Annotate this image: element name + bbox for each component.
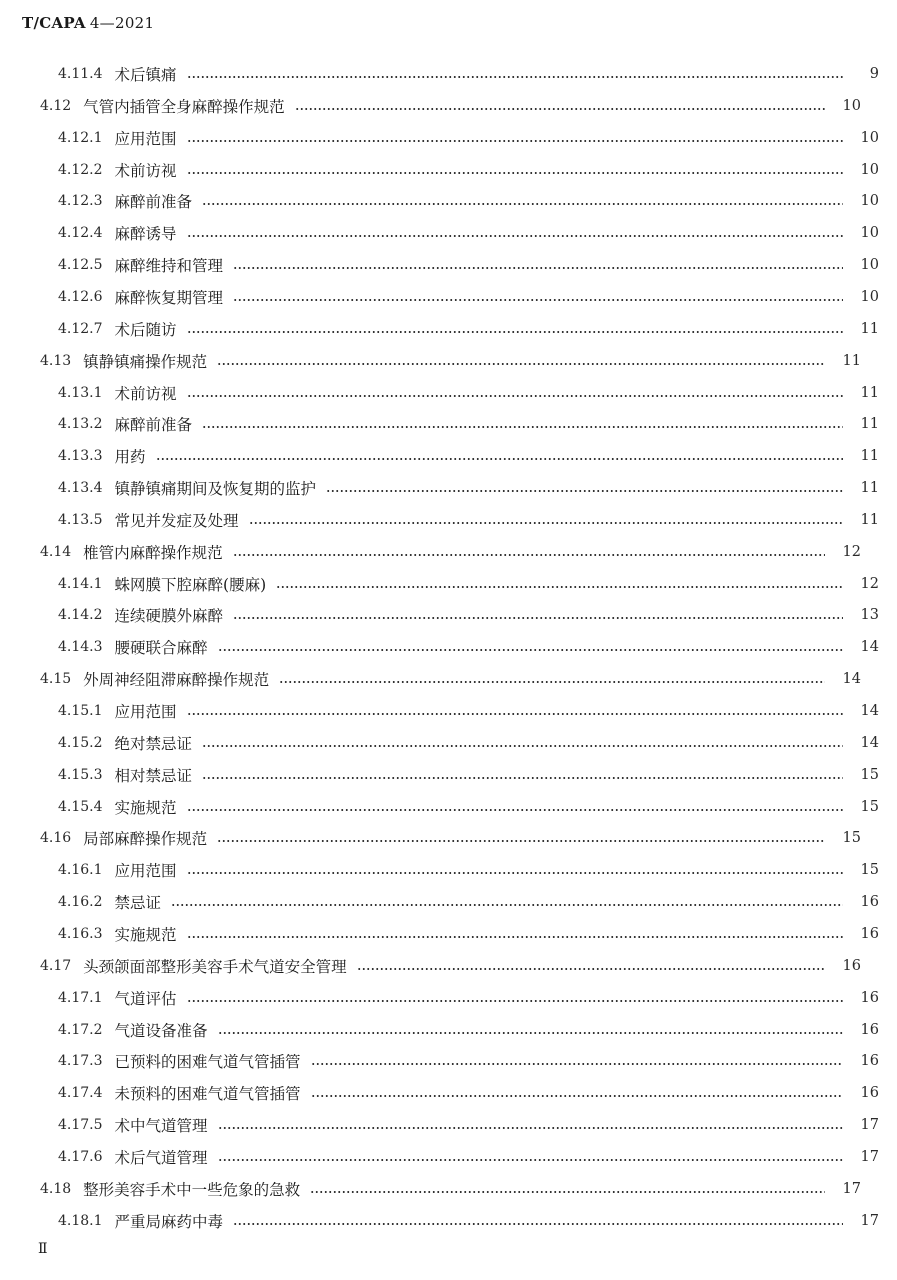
toc-dot-leader — [202, 768, 843, 782]
toc-entry-heading — [58, 1210, 223, 1232]
toc-dot-leader — [187, 927, 843, 941]
toc-entry-heading — [40, 95, 285, 117]
toc-section-title: 麻醉前准备 — [114, 416, 193, 435]
toc-section-title: 局部麻醉操作规范 — [83, 830, 208, 849]
toc-section-title: 镇静镇痛操作规范 — [83, 352, 208, 371]
toc-section-title: 术后镇痛 — [114, 66, 177, 84]
toc-entry[interactable] — [0, 1173, 879, 1205]
toc-entry-heading — [58, 382, 177, 404]
toc-section-title: 连续硬膜外麻醉 — [114, 607, 224, 626]
toc-page-number: 14 — [860, 703, 879, 719]
toc-section-title: 气道评估 — [114, 989, 177, 1008]
toc-section-title: 应用范围 — [114, 862, 177, 881]
toc-page-number: 11 — [842, 352, 861, 369]
toc-section-title: 已预料的困难气道气管插管 — [114, 1053, 301, 1072]
toc-entry-heading — [58, 764, 192, 786]
toc-section-number: 4.13.1 — [58, 384, 103, 401]
toc-entry[interactable] — [0, 122, 897, 154]
toc-page-number: 9 — [869, 66, 879, 82]
toc-section-number: 4.16.2 — [58, 894, 103, 911]
toc-entry[interactable] — [0, 440, 897, 472]
toc-page-number: 12 — [860, 575, 879, 592]
toc-section-number: 4.14.1 — [58, 575, 103, 592]
toc-section-number: 4.15.4 — [58, 798, 103, 815]
toc-section-title: 气管内插管全身麻醉操作规范 — [83, 97, 285, 116]
toc-entry-heading — [58, 413, 192, 435]
toc-dot-leader — [218, 1023, 843, 1037]
toc-section-number: 4.17.3 — [58, 1053, 103, 1070]
toc-section-title: 相对禁忌证 — [114, 766, 193, 785]
toc-entry[interactable] — [0, 345, 879, 377]
toc-entry-heading — [40, 668, 269, 690]
toc-page-number: 16 — [842, 957, 861, 974]
toc-entry-heading — [40, 350, 207, 372]
toc-dot-leader — [218, 640, 843, 654]
toc-entry[interactable] — [0, 759, 897, 791]
toc-entry[interactable] — [0, 536, 879, 568]
toc-page-number: 11 — [860, 448, 879, 465]
toc-page-number: 11 — [860, 320, 879, 337]
toc-page-number: 17 — [860, 1117, 879, 1134]
toc-section-number: 4.13 — [40, 352, 72, 369]
toc-section-number: 4.13.5 — [58, 511, 103, 528]
toc-entry-heading — [58, 509, 239, 531]
toc-section-title: 外周神经阻滞麻醉操作规范 — [83, 671, 270, 690]
toc-section-number: 4.13.3 — [58, 448, 103, 465]
toc-page-number: 15 — [860, 798, 879, 815]
toc-entry-heading — [58, 1050, 301, 1072]
toc-section-number: 4.17 — [40, 957, 72, 974]
toc-section-number: 4.11.4 — [58, 66, 103, 82]
toc-entry[interactable] — [0, 791, 897, 823]
toc-dot-leader — [311, 1086, 843, 1100]
toc-entry-heading — [58, 222, 177, 244]
toc-dot-leader — [295, 99, 825, 113]
toc-page-number: 10 — [860, 161, 879, 178]
toc-dot-leader — [357, 959, 825, 973]
toc-section-number: 4.15.1 — [58, 703, 103, 719]
toc-dot-leader — [202, 417, 843, 431]
toc-dot-leader — [187, 800, 843, 814]
toc-page-number: 16 — [860, 1053, 879, 1070]
toc-page-number: 11 — [860, 384, 879, 401]
toc-entry-heading — [40, 955, 347, 977]
toc-page-number: 14 — [860, 734, 879, 751]
toc-entry[interactable] — [0, 313, 897, 345]
toc-entry[interactable] — [0, 217, 897, 249]
toc-entry[interactable] — [0, 695, 897, 727]
toc-page-number: 15 — [860, 766, 879, 783]
toc-page-number: 13 — [860, 607, 879, 624]
toc-section-number: 4.17.1 — [58, 989, 103, 1006]
toc-dot-leader — [202, 194, 843, 208]
toc-page-number: 11 — [860, 416, 879, 433]
toc-section-title: 气道设备准备 — [114, 1021, 208, 1040]
toc-entry[interactable] — [0, 1205, 897, 1237]
toc-section-title: 腰硬联合麻醉 — [114, 639, 208, 658]
toc-section-title: 应用范围 — [114, 129, 177, 148]
toc-dot-leader — [233, 258, 843, 272]
toc-section-title: 麻醉诱导 — [114, 225, 177, 244]
toc-page-number: 12 — [842, 543, 861, 560]
toc-section-number: 4.15.3 — [58, 766, 103, 783]
toc-page-number: 17 — [842, 1180, 861, 1197]
toc-section-title: 实施规范 — [114, 925, 177, 944]
toc-section-number: 4.18 — [40, 1180, 72, 1197]
toc-section-title: 实施规范 — [114, 798, 177, 817]
toc-entry-heading — [58, 159, 177, 181]
toc-dot-leader — [249, 513, 843, 527]
toc-entry-heading — [58, 127, 177, 149]
toc-dot-leader — [187, 704, 843, 718]
toc-entry-heading — [58, 636, 208, 658]
toc-dot-leader — [187, 131, 843, 145]
toc-section-title: 麻醉维持和管理 — [114, 257, 224, 276]
toc-dot-leader — [311, 1054, 843, 1068]
toc-entry[interactable] — [0, 854, 897, 886]
toc-entry-heading — [58, 1019, 208, 1041]
toc-section-number: 4.12.1 — [58, 129, 103, 146]
toc-entry-heading — [40, 827, 207, 849]
toc-entry-heading — [58, 1146, 208, 1168]
toc-section-title: 麻醉前准备 — [114, 193, 193, 212]
toc-page-number: 16 — [860, 925, 879, 942]
toc-page-number: 15 — [842, 830, 861, 847]
toc-section-number: 4.12.7 — [58, 320, 103, 337]
toc-page-number: 11 — [860, 511, 879, 528]
toc-entry-heading — [58, 1114, 208, 1136]
toc-dot-leader — [187, 322, 843, 336]
toc-entry[interactable] — [0, 663, 879, 695]
toc-entry[interactable] — [0, 185, 897, 217]
toc-dot-leader — [233, 545, 825, 559]
toc-entry[interactable] — [0, 249, 897, 281]
standard-number: 4—2021 — [89, 14, 155, 32]
toc-page-number: 16 — [860, 1021, 879, 1038]
toc-dot-leader — [233, 608, 843, 622]
toc-page-number: 14 — [860, 639, 879, 656]
toc-entry-heading — [40, 1178, 300, 1200]
toc-entry-heading — [58, 923, 177, 945]
toc-entry[interactable] — [0, 631, 897, 663]
document-code-header — [22, 14, 154, 32]
toc-page-number: 16 — [860, 1085, 879, 1102]
toc-entry[interactable] — [0, 1045, 897, 1077]
toc-section-number: 4.15.2 — [58, 734, 103, 751]
toc-section-title: 术前访视 — [114, 161, 177, 180]
toc-section-number: 4.17.2 — [58, 1021, 103, 1038]
toc-dot-leader — [171, 895, 843, 909]
toc-entry[interactable] — [0, 950, 879, 982]
toc-page-number: 11 — [860, 480, 879, 497]
toc-section-number: 4.12.3 — [58, 193, 103, 210]
toc-page-number: 10 — [860, 288, 879, 305]
toc-entry[interactable] — [0, 1014, 897, 1046]
toc-dot-leader — [187, 226, 843, 240]
toc-dot-leader — [310, 1182, 825, 1196]
toc-entry-heading — [58, 796, 177, 818]
toc-dot-leader — [217, 354, 825, 368]
toc-entry-heading — [58, 445, 146, 467]
standard-code: T/CAPA — [22, 14, 86, 32]
toc-entry[interactable] — [0, 1077, 897, 1109]
toc-page-number: 17 — [860, 1148, 879, 1165]
toc-entry-heading — [58, 700, 177, 722]
toc-section-title: 整形美容手术中一些危象的急救 — [83, 1180, 301, 1199]
toc-section-title: 禁忌证 — [114, 894, 162, 913]
toc-section-title: 蛛网膜下腔麻醉(腰麻) — [114, 575, 267, 594]
toc-section-number: 4.12.4 — [58, 225, 103, 242]
toc-dot-leader — [187, 386, 843, 400]
toc-section-title: 常见并发症及处理 — [114, 511, 239, 530]
toc-page-number: 16 — [860, 894, 879, 911]
toc-dot-leader — [202, 736, 843, 750]
toc-entry-heading — [58, 63, 177, 85]
toc-section-title: 术前访视 — [114, 384, 177, 403]
toc-page-number: 17 — [860, 1212, 879, 1229]
toc-entry[interactable] — [0, 472, 897, 504]
toc-entry[interactable] — [0, 982, 897, 1014]
toc-section-number: 4.13.2 — [58, 416, 103, 433]
toc-dot-leader — [233, 290, 843, 304]
toc-entry[interactable] — [0, 377, 897, 409]
toc-page-number: 15 — [860, 862, 879, 879]
toc-section-title: 用药 — [114, 448, 146, 467]
toc-section-number: 4.12.2 — [58, 161, 103, 178]
toc-entry-heading — [58, 987, 177, 1009]
toc-page-number: 10 — [860, 129, 879, 146]
toc-section-number: 4.17.5 — [58, 1117, 103, 1134]
toc-entry[interactable] — [0, 918, 897, 950]
toc-dot-leader — [187, 67, 843, 81]
toc-entry[interactable] — [0, 1109, 897, 1141]
toc-entry-heading — [58, 732, 192, 754]
toc-entry-heading — [58, 190, 192, 212]
toc-section-number: 4.15 — [40, 671, 72, 688]
toc-section-number: 4.16.1 — [58, 862, 103, 879]
toc-entry[interactable] — [0, 58, 897, 90]
toc-entry-heading — [58, 477, 316, 499]
toc-section-title: 椎管内麻醉操作规范 — [83, 543, 223, 562]
toc-dot-leader — [218, 1118, 843, 1132]
toc-page-number: 10 — [860, 257, 879, 274]
toc-dot-leader — [187, 863, 843, 877]
toc-page-number: 16 — [860, 989, 879, 1006]
toc-section-title: 术后随访 — [114, 320, 177, 339]
toc-entry[interactable] — [0, 1141, 897, 1173]
toc-entry[interactable] — [0, 727, 897, 759]
toc-section-number: 4.17.6 — [58, 1148, 103, 1165]
toc-dot-leader — [279, 672, 825, 686]
toc-dot-leader — [326, 481, 843, 495]
toc-dot-leader — [156, 449, 843, 463]
toc-entry-heading — [58, 891, 161, 913]
toc-section-number: 4.14.2 — [58, 607, 103, 624]
toc-entry[interactable] — [0, 886, 897, 918]
toc-section-title: 应用范围 — [114, 703, 177, 721]
toc-page-number: 10 — [860, 193, 879, 210]
toc-section-title: 严重局麻药中毒 — [114, 1212, 224, 1231]
toc-dot-leader — [233, 1214, 843, 1228]
toc-dot-leader — [217, 831, 825, 845]
toc-section-title: 绝对禁忌证 — [114, 734, 193, 753]
toc-section-number: 4.12.6 — [58, 288, 103, 305]
toc-dot-leader — [276, 577, 843, 591]
toc-entry[interactable] — [0, 822, 879, 854]
toc-entry[interactable] — [0, 90, 879, 122]
toc-section-title: 麻醉恢复期管理 — [114, 288, 224, 307]
toc-page-number: 10 — [842, 97, 861, 114]
toc-section-title: 镇静镇痛期间及恢复期的监护 — [114, 480, 317, 499]
toc-entry-heading — [58, 604, 223, 626]
toc-section-number: 4.17.4 — [58, 1085, 103, 1102]
toc-page-number: 10 — [860, 225, 879, 242]
toc-dot-leader — [187, 163, 843, 177]
toc-entry[interactable] — [0, 504, 897, 536]
toc-entry-heading — [58, 859, 177, 881]
toc-section-title: 未预料的困难气道气管插管 — [114, 1085, 301, 1104]
toc-entry[interactable] — [0, 568, 897, 600]
toc-section-title: 头颈颌面部整形美容手术气道安全管理 — [83, 957, 347, 976]
toc-section-title: 术中气道管理 — [114, 1117, 208, 1136]
toc-section-number: 4.12.5 — [58, 257, 103, 274]
toc-entry-heading — [58, 1082, 301, 1104]
toc-section-number: 4.14 — [40, 543, 72, 560]
toc-section-number: 4.18.1 — [58, 1212, 103, 1229]
toc-entry-heading — [58, 254, 223, 276]
toc-section-number: 4.12 — [40, 97, 72, 114]
toc-entry[interactable] — [0, 599, 897, 631]
toc-dot-leader — [218, 1150, 843, 1164]
toc-section-title: 术后气道管理 — [114, 1148, 208, 1167]
toc-page-number: 14 — [842, 671, 861, 688]
toc-entry[interactable] — [0, 408, 897, 440]
toc-entry[interactable] — [0, 281, 897, 313]
toc-entry-heading — [40, 541, 223, 563]
toc-section-number: 4.16 — [40, 830, 72, 847]
toc-dot-leader — [187, 991, 843, 1005]
toc-entry-heading — [58, 573, 266, 595]
toc-entry[interactable] — [0, 154, 897, 186]
toc-entry-heading — [58, 318, 177, 340]
toc-section-number: 4.14.3 — [58, 639, 103, 656]
toc-entry-heading — [58, 286, 223, 308]
toc-section-number: 4.13.4 — [58, 480, 103, 497]
toc-section-number: 4.16.3 — [58, 925, 103, 942]
page-number-footer: Ⅱ — [38, 1241, 48, 1257]
